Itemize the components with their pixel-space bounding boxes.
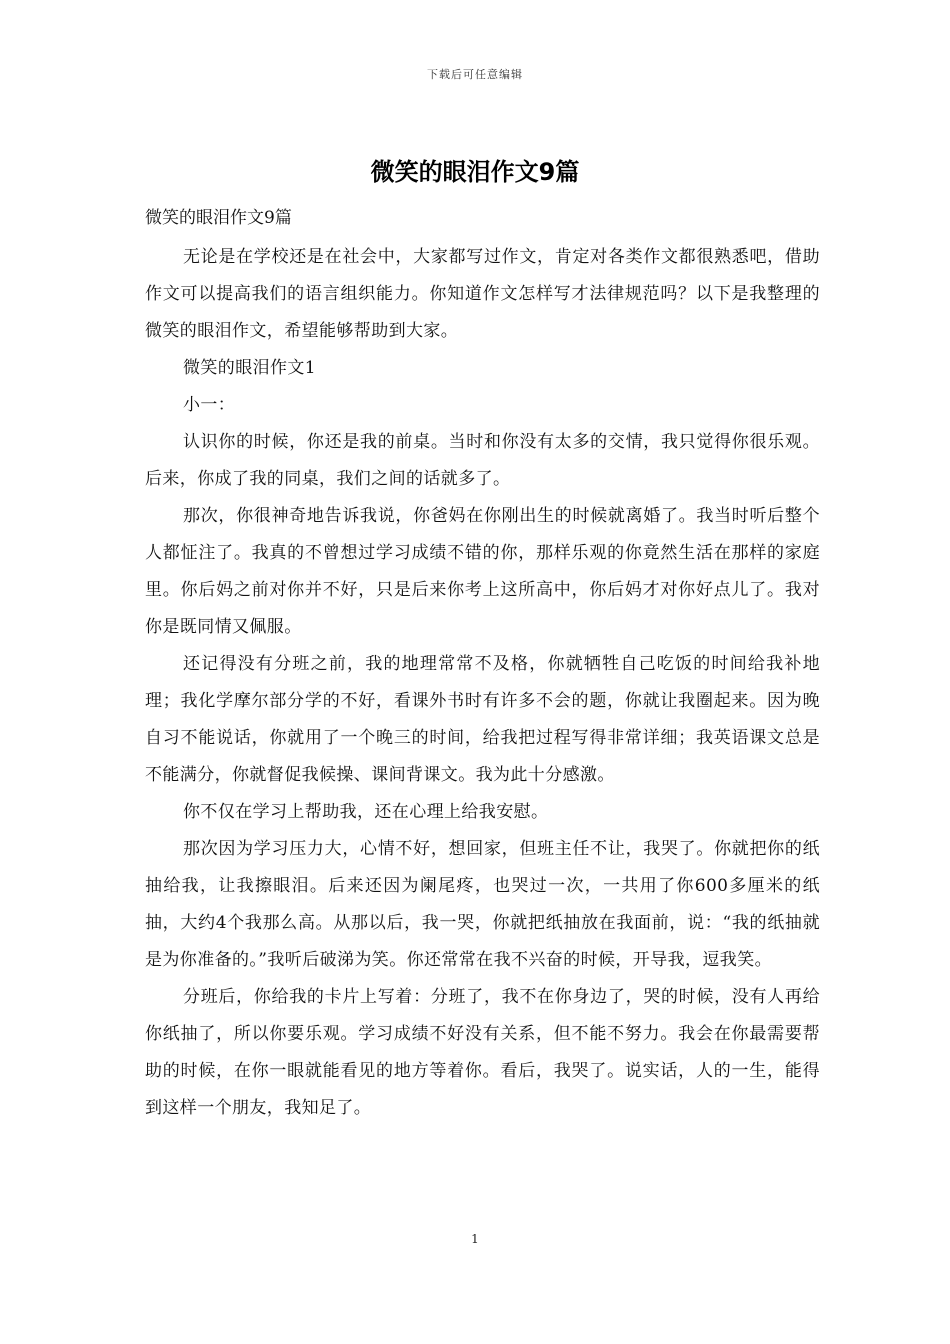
document-subtitle: 微笑的眼泪作文9篇 [145,208,292,228]
paragraph: 认识你的时候，你还是我的前桌。当时和你没有太多的交情，我只觉得你很乐观。后来，你成了我的同桌，我们之间的话就多了。 [145,432,820,489]
header-note: 下载后可任意编辑 [427,68,523,81]
page-number: 1 [471,1232,479,1246]
document-title: 微笑的眼泪作文9篇 [370,158,580,186]
section-heading: 微笑的眼泪作文1 [183,358,317,378]
paragraph-intro: 无论是在学校还是在社会中，大家都写过作文，肯定对各类作文都很熟悉吧，借助作文可以提高我们的语言组织能力。你知道作文怎样写才法律规范吗？以下是我整理的微笑的眼泪作文，希望能够帮助到大家。 [145,247,820,341]
document-body [145,200,820,1127]
paragraph: 你不仅在学习上帮助我，还在心理上给我安慰。 [183,802,549,822]
letter-salutation: 小一： [183,395,236,415]
paragraph: 还记得没有分班之前，我的地理常常不及格，你就牺牲自己吃饭的时间给我补地理；我化学摩尔部分学的不好，看课外书时有许多不会的题，你就让我圈起来。因为晚自习不能说话，你就用了一个晚三的时间，给我把过程写得非常详细；我英语课文总是不能满分，你就督促我候操、课间背课文。我为此十分感激。 [145,654,820,785]
paragraph: 那次，你很神奇地告诉我说，你爸妈在你刚出生的时候就离婚了。我当时听后整个人都怔注了。我真的不曾想过学习成绩不错的你，那样乐观的你竟然生活在那样的家庭里。你后妈之前对你并不好，只是后来你考上这所高中，你后妈才对你好点儿了。我对你是既同情又佩服。 [145,506,820,637]
paragraph: 分班后，你给我的卡片上写着：分班了，我不在你身边了，哭的时候，没有人再给你纸抽了，所以你要乐观。学习成绩不好没有关系，但不能不努力。我会在你最需要帮助的时候，在你一眼就能看见的地方等着你。看后，我哭了。说实话，人的一生，能得到这样一个朋友，我知足了。 [145,987,820,1118]
paragraph: 那次因为学习压力大，心情不好，想回家，但班主任不让，我哭了。你就把你的纸抽给我，让我擦眼泪。后来还因为阑尾疼，也哭过一次，一共用了你600多厘米的纸抽，大约4个我那么高。从那以后，我一哭，你就把纸抽放在我面前，说：“我的纸抽就是为你准备的。”我听后破涕为笑。你还常常在我不兴奋的时候，开导我，逗我笑。 [145,839,820,970]
